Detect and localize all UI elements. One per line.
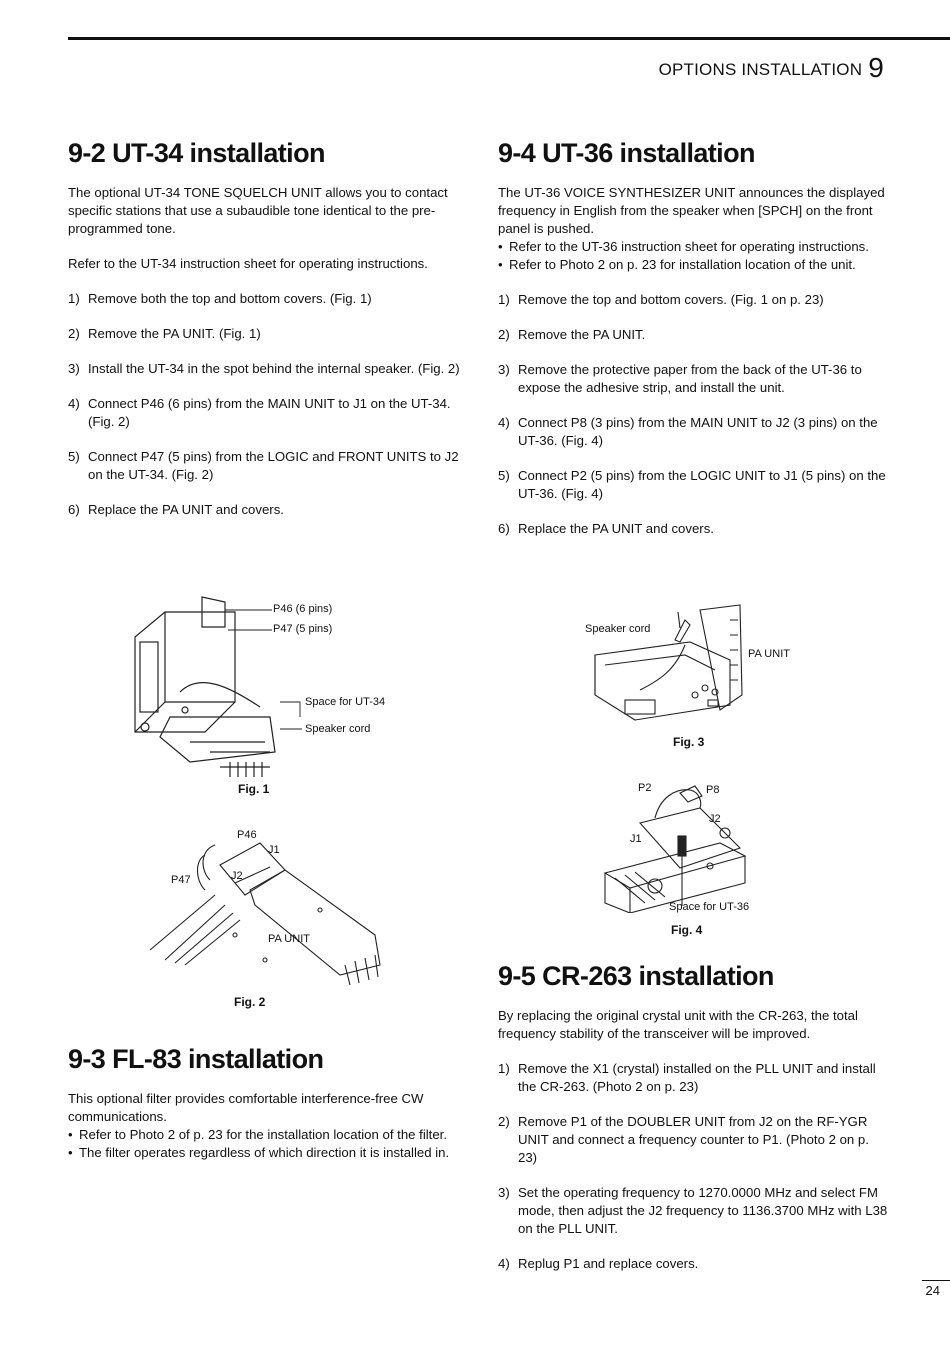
ut34-title: 9-2 UT-34 installation xyxy=(68,138,325,168)
fig1-label-space: Space for UT-34 xyxy=(305,696,386,708)
ut34-step-1: 1) Remove both the top and bottom covers. (Fig. 1) xyxy=(68,291,372,306)
figure-3 xyxy=(580,600,820,755)
section-ut34 xyxy=(68,138,460,519)
ut34-step-6: 6) Replace the PA UNIT and covers. xyxy=(68,502,284,517)
ut36-step-1: 1) Remove the top and bottom covers. (Fig. 1 on p. 23) xyxy=(498,292,824,307)
fig4-label-p8: P8 xyxy=(706,784,720,796)
fig3-caption: Fig. 3 xyxy=(673,735,705,749)
fig4-caption: Fig. 4 xyxy=(671,923,703,937)
cr263-title: 9-5 CR-263 installation xyxy=(498,961,774,991)
page-header xyxy=(659,52,884,84)
ut34-refer: Refer to the UT-34 instruction sheet for operating instructions. xyxy=(68,256,428,271)
fl83-title: 9-3 FL-83 installation xyxy=(68,1044,324,1074)
fig4-label-p2: P2 xyxy=(638,782,652,794)
fl83-intro: This optional filter provides comfortable interference-free CW communications. xyxy=(68,1091,424,1124)
page-number: 24 xyxy=(925,1283,940,1298)
fig3-transceiver-drawing xyxy=(580,600,820,730)
section-cr263 xyxy=(498,961,890,1273)
fl83-bullet-2: • The filter operates regardless of which direction it is installed in. xyxy=(68,1144,460,1162)
cr263-step-3: 3) Set the operating frequency to 1270.0000 MHz and select FM mode, then adjust the J2 frequency to 1136.3700 MHz with L38 on the PLL UNIT. xyxy=(498,1185,888,1236)
figure-1 xyxy=(130,592,430,807)
ut34-step-4: 4) Connect P46 (6 pins) from the MAIN UNIT to J1 on the UT-34. (Fig. 2) xyxy=(68,396,451,429)
fig3-label-pa-unit: PA UNIT xyxy=(748,648,790,660)
section-ut36 xyxy=(498,138,890,538)
ut36-bullet-1: • Refer to the UT-36 instruction sheet for operating instructions. xyxy=(498,238,890,256)
fig4-label-j1: J1 xyxy=(630,833,642,845)
fig2-label-j2: J2 xyxy=(231,870,243,882)
fig1-label-p47: P47 (5 pins) xyxy=(273,623,333,635)
ut34-step-3: 3) Install the UT-34 in the spot behind the internal speaker. (Fig. 2) xyxy=(68,361,460,376)
cr263-step-4: 4) Replug P1 and replace covers. xyxy=(498,1256,699,1271)
ut36-step-5: 5) Connect P2 (5 pins) from the LOGIC UNIT to J1 (5 pins) on the UT-36. (Fig. 4) xyxy=(498,468,886,501)
figure-4 xyxy=(600,778,780,938)
header-section: OPTIONS INSTALLATION xyxy=(658,60,863,79)
fig2-label-pa-unit: PA UNIT xyxy=(268,933,310,945)
fig4-board-drawing xyxy=(600,778,780,913)
fig1-label-p46: P46 (6 pins) xyxy=(273,603,333,615)
section-fl83 xyxy=(68,1044,460,1162)
ut36-step-6: 6) Replace the PA UNIT and covers. xyxy=(498,521,714,536)
figure-2 xyxy=(145,825,395,1015)
fl83-bullet-1: • Refer to Photo 2 of p. 23 for the installation location of the filter. xyxy=(68,1126,460,1144)
ut36-intro: The UT-36 VOICE SYNTHESIZER UNIT announces the displayed frequency in English from the speaker when [SPCH] on the front panel is pushed. xyxy=(498,185,885,236)
cr263-step-2: 2) Remove P1 of the DOUBLER UNIT from J2 on the RF-YGR UNIT and connect a frequency counter to P1. (Photo 2 on p. 23) xyxy=(498,1114,869,1165)
cr263-step-1: 1) Remove the X1 (crystal) installed on the PLL UNIT and install the CR-263. (Photo 2 on p. 23) xyxy=(498,1061,876,1094)
ut34-step-2: 2) Remove the PA UNIT. (Fig. 1) xyxy=(68,326,261,341)
fig1-caption: Fig. 1 xyxy=(238,782,270,796)
fig2-label-p46: P46 xyxy=(237,829,257,841)
ut34-step-5: 5) Connect P47 (5 pins) from the LOGIC and FRONT UNITS to J2 on the UT-34. (Fig. 2) xyxy=(68,449,459,482)
cr263-intro: By replacing the original crystal unit with the CR-263, the total frequency stability of the transceiver will be improved. xyxy=(498,1008,858,1041)
fig3-label-speaker-cord: Speaker cord xyxy=(585,623,651,635)
top-rule xyxy=(68,37,950,40)
ut36-step-3: 3) Remove the protective paper from the back of the UT-36 to expose the adhesive strip, and install the unit. xyxy=(498,362,862,395)
ut36-step-4: 4) Connect P8 (3 pins) from the MAIN UNIT to J2 (3 pins) on the UT-36. (Fig. 4) xyxy=(498,415,878,448)
page-number-rule xyxy=(922,1280,950,1281)
fig1-label-speaker-cord: Speaker cord xyxy=(305,723,371,735)
ut36-title: 9-4 UT-36 installation xyxy=(498,138,755,168)
fig2-caption: Fig. 2 xyxy=(234,995,266,1009)
fig2-label-p47: P47 xyxy=(171,874,191,886)
ut36-step-2: 2) Remove the PA UNIT. xyxy=(498,327,646,342)
ut36-bullet-2: • Refer to Photo 2 on p. 23 for installation location of the unit. xyxy=(498,256,890,274)
header-chapter: 9 xyxy=(868,52,884,83)
fig4-label-space: Space for UT-36 xyxy=(669,901,750,913)
fig4-label-j2: J2 xyxy=(709,813,721,825)
ut34-intro: The optional UT-34 TONE SQUELCH UNIT allows you to contact specific stations that use a subaudible tone identical to the pre-programmed tone. xyxy=(68,185,448,236)
fig2-label-j1: J1 xyxy=(268,844,280,856)
